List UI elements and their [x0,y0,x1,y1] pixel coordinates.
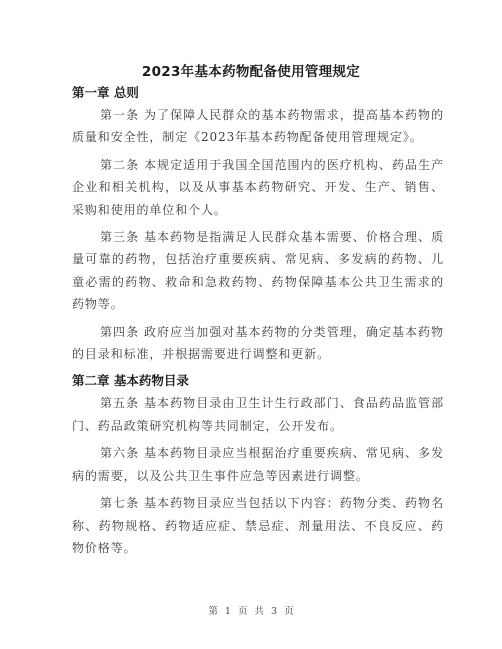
page-number-footer: 第 1 页 共 3 页 [208,606,294,617]
article-paragraph: 第一条 为了保障人民群众的基本药物需求，提高基本药物的质量和安全性，制定《2023年基本药物配备使用管理规定》。 [72,108,444,145]
document-title: 2023年基本药物配备使用管理规定 [141,64,361,80]
article-paragraph: 第三条 基本药物是指满足人民群众基本需要、价格合理、质量可靠的药物，包括治疗重要疾病、常见病、多发病的药物、儿童必需的药物、救命和急救药物、药物保障基本公共卫生需求的药物等。 [72,230,444,312]
chapter-heading: 第一章 总则 [72,85,139,100]
document-body [72,82,444,564]
article-paragraph: 第四条 政府应当加强对基本药物的分类管理，确定基本药物的目录和标准，并根据需要进行调整和更新。 [72,324,444,362]
article-paragraph: 第二条 本规定适用于我国全国范围内的医疗机构、药品生产企业和相关机构，以及从事基本药物研究、开发、生产、销售、采购和使用的单位和个人。 [72,157,444,217]
article-paragraph: 第五条 基本药物目录由卫生计生行政部门、食品药品监管部门、药品政策研究机构等共同制定，公开发布。 [72,396,444,433]
article-paragraph: 第七条 基本药物目录应当包括以下内容：药物分类、药物名称、药物规格、药物适应症、禁忌症、剂量用法、不良反应、药物价格等。 [72,496,444,555]
article-paragraph: 第六条 基本药物目录应当根据治疗重要疾病、常见病、多发病的需要，以及公共卫生事件应急等因素进行调整。 [72,446,444,483]
chapter-heading: 第二章 基本药物目录 [72,373,189,389]
